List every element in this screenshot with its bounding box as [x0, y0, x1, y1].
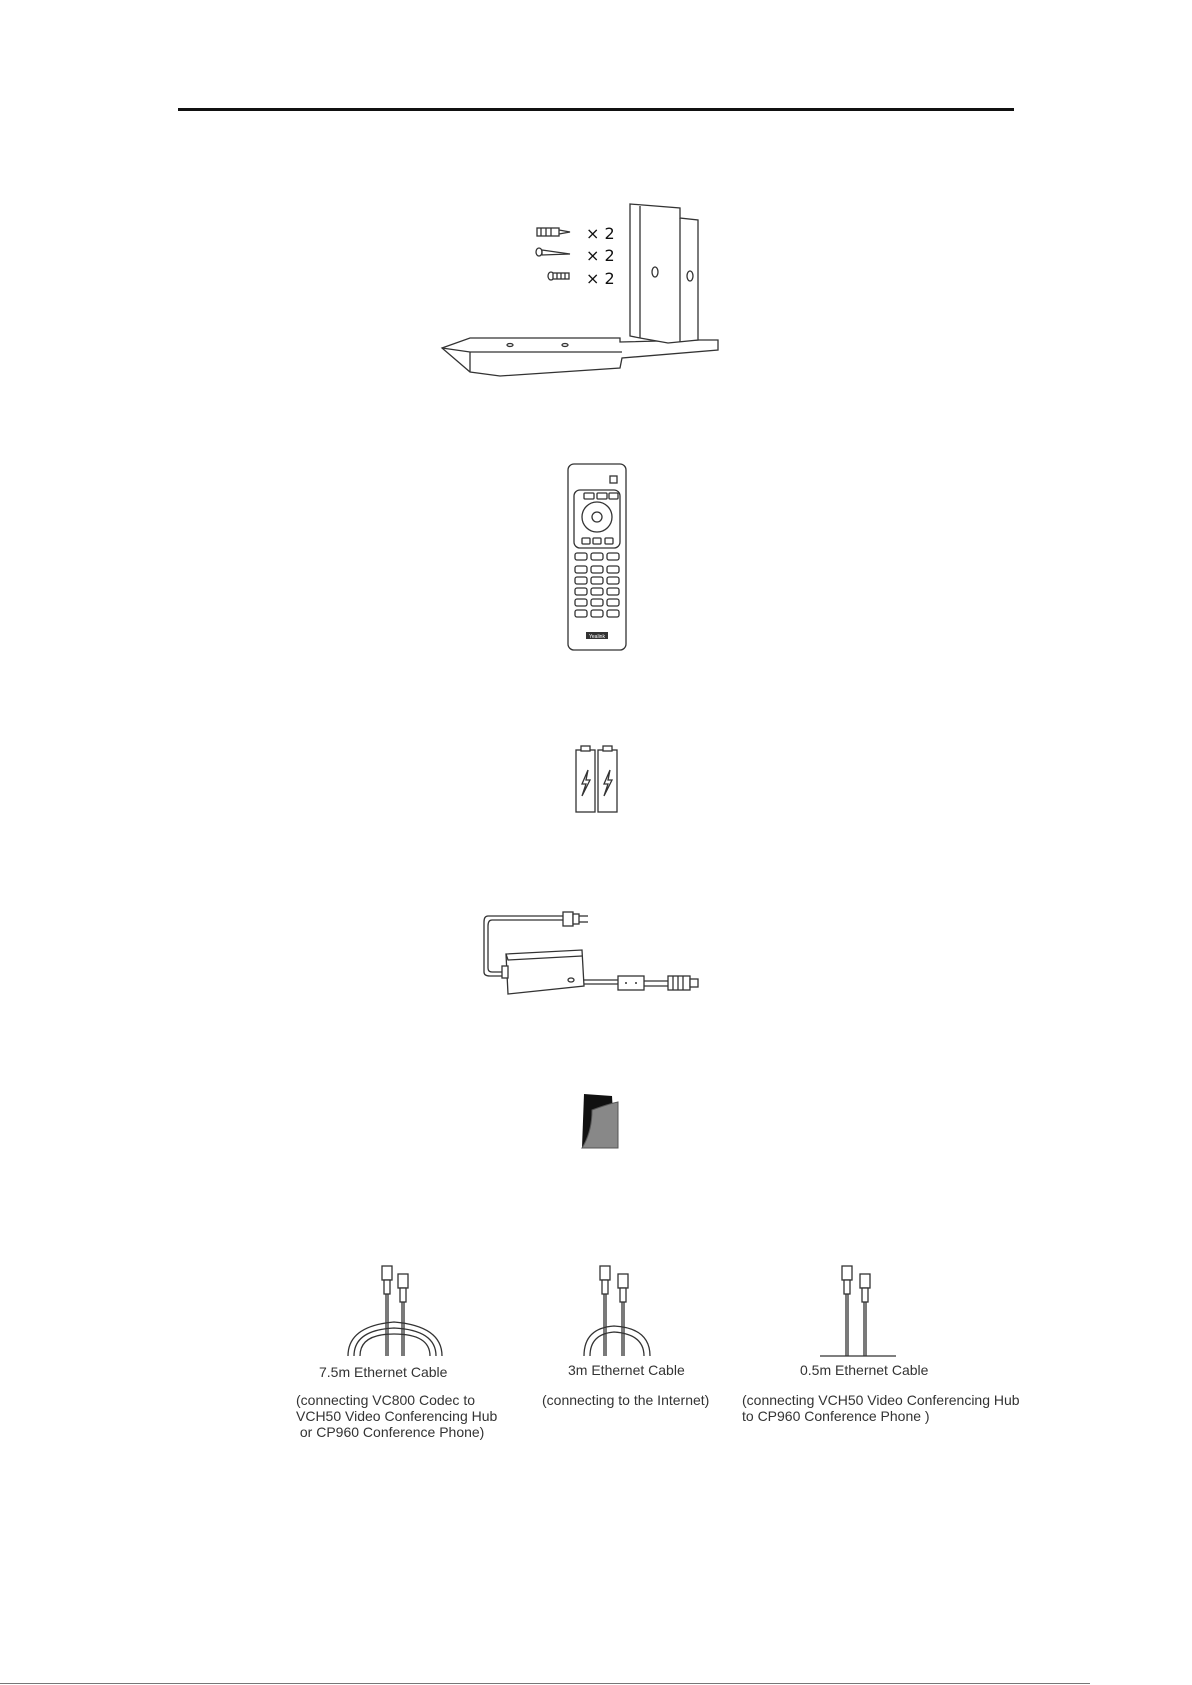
cable-note-3m: (connecting to the Internet) [542, 1392, 710, 1408]
cable-note-75m: (connecting VC800 Codec to VCH50 Video Conferencing Hub or CP960 Conference Phone) [296, 1392, 498, 1440]
remote-brand: Yealink [589, 634, 605, 640]
footer-rule [0, 1683, 1090, 1684]
ethernet-cable-3m [582, 1262, 654, 1358]
wall-anchor-icon [537, 228, 570, 236]
header-rule [178, 108, 1014, 111]
cable-title-05m: 0.5m Ethernet Cable [800, 1362, 929, 1378]
cable-note-05m: (connecting VCH50 Video Conferencing Hub to CP960 Conference Phone ) [742, 1392, 1020, 1424]
cable-title-75m: 7.5m Ethernet Cable [319, 1364, 448, 1380]
quantity-anchor: × 2 [586, 224, 615, 243]
remote-control-icon [566, 462, 628, 652]
quantity-screw: × 2 [586, 246, 615, 265]
screw-icon [536, 248, 570, 256]
ethernet-cable-75m [346, 1262, 446, 1358]
power-adapter-icon [478, 900, 714, 1000]
adhesive-pad-icon [578, 1092, 622, 1152]
battery-icon [574, 742, 620, 814]
cable-title-3m: 3m Ethernet Cable [568, 1362, 685, 1378]
short-screw-icon [548, 272, 569, 280]
ethernet-cable-05m [818, 1262, 898, 1358]
quantity-short-screw: × 2 [586, 269, 615, 288]
